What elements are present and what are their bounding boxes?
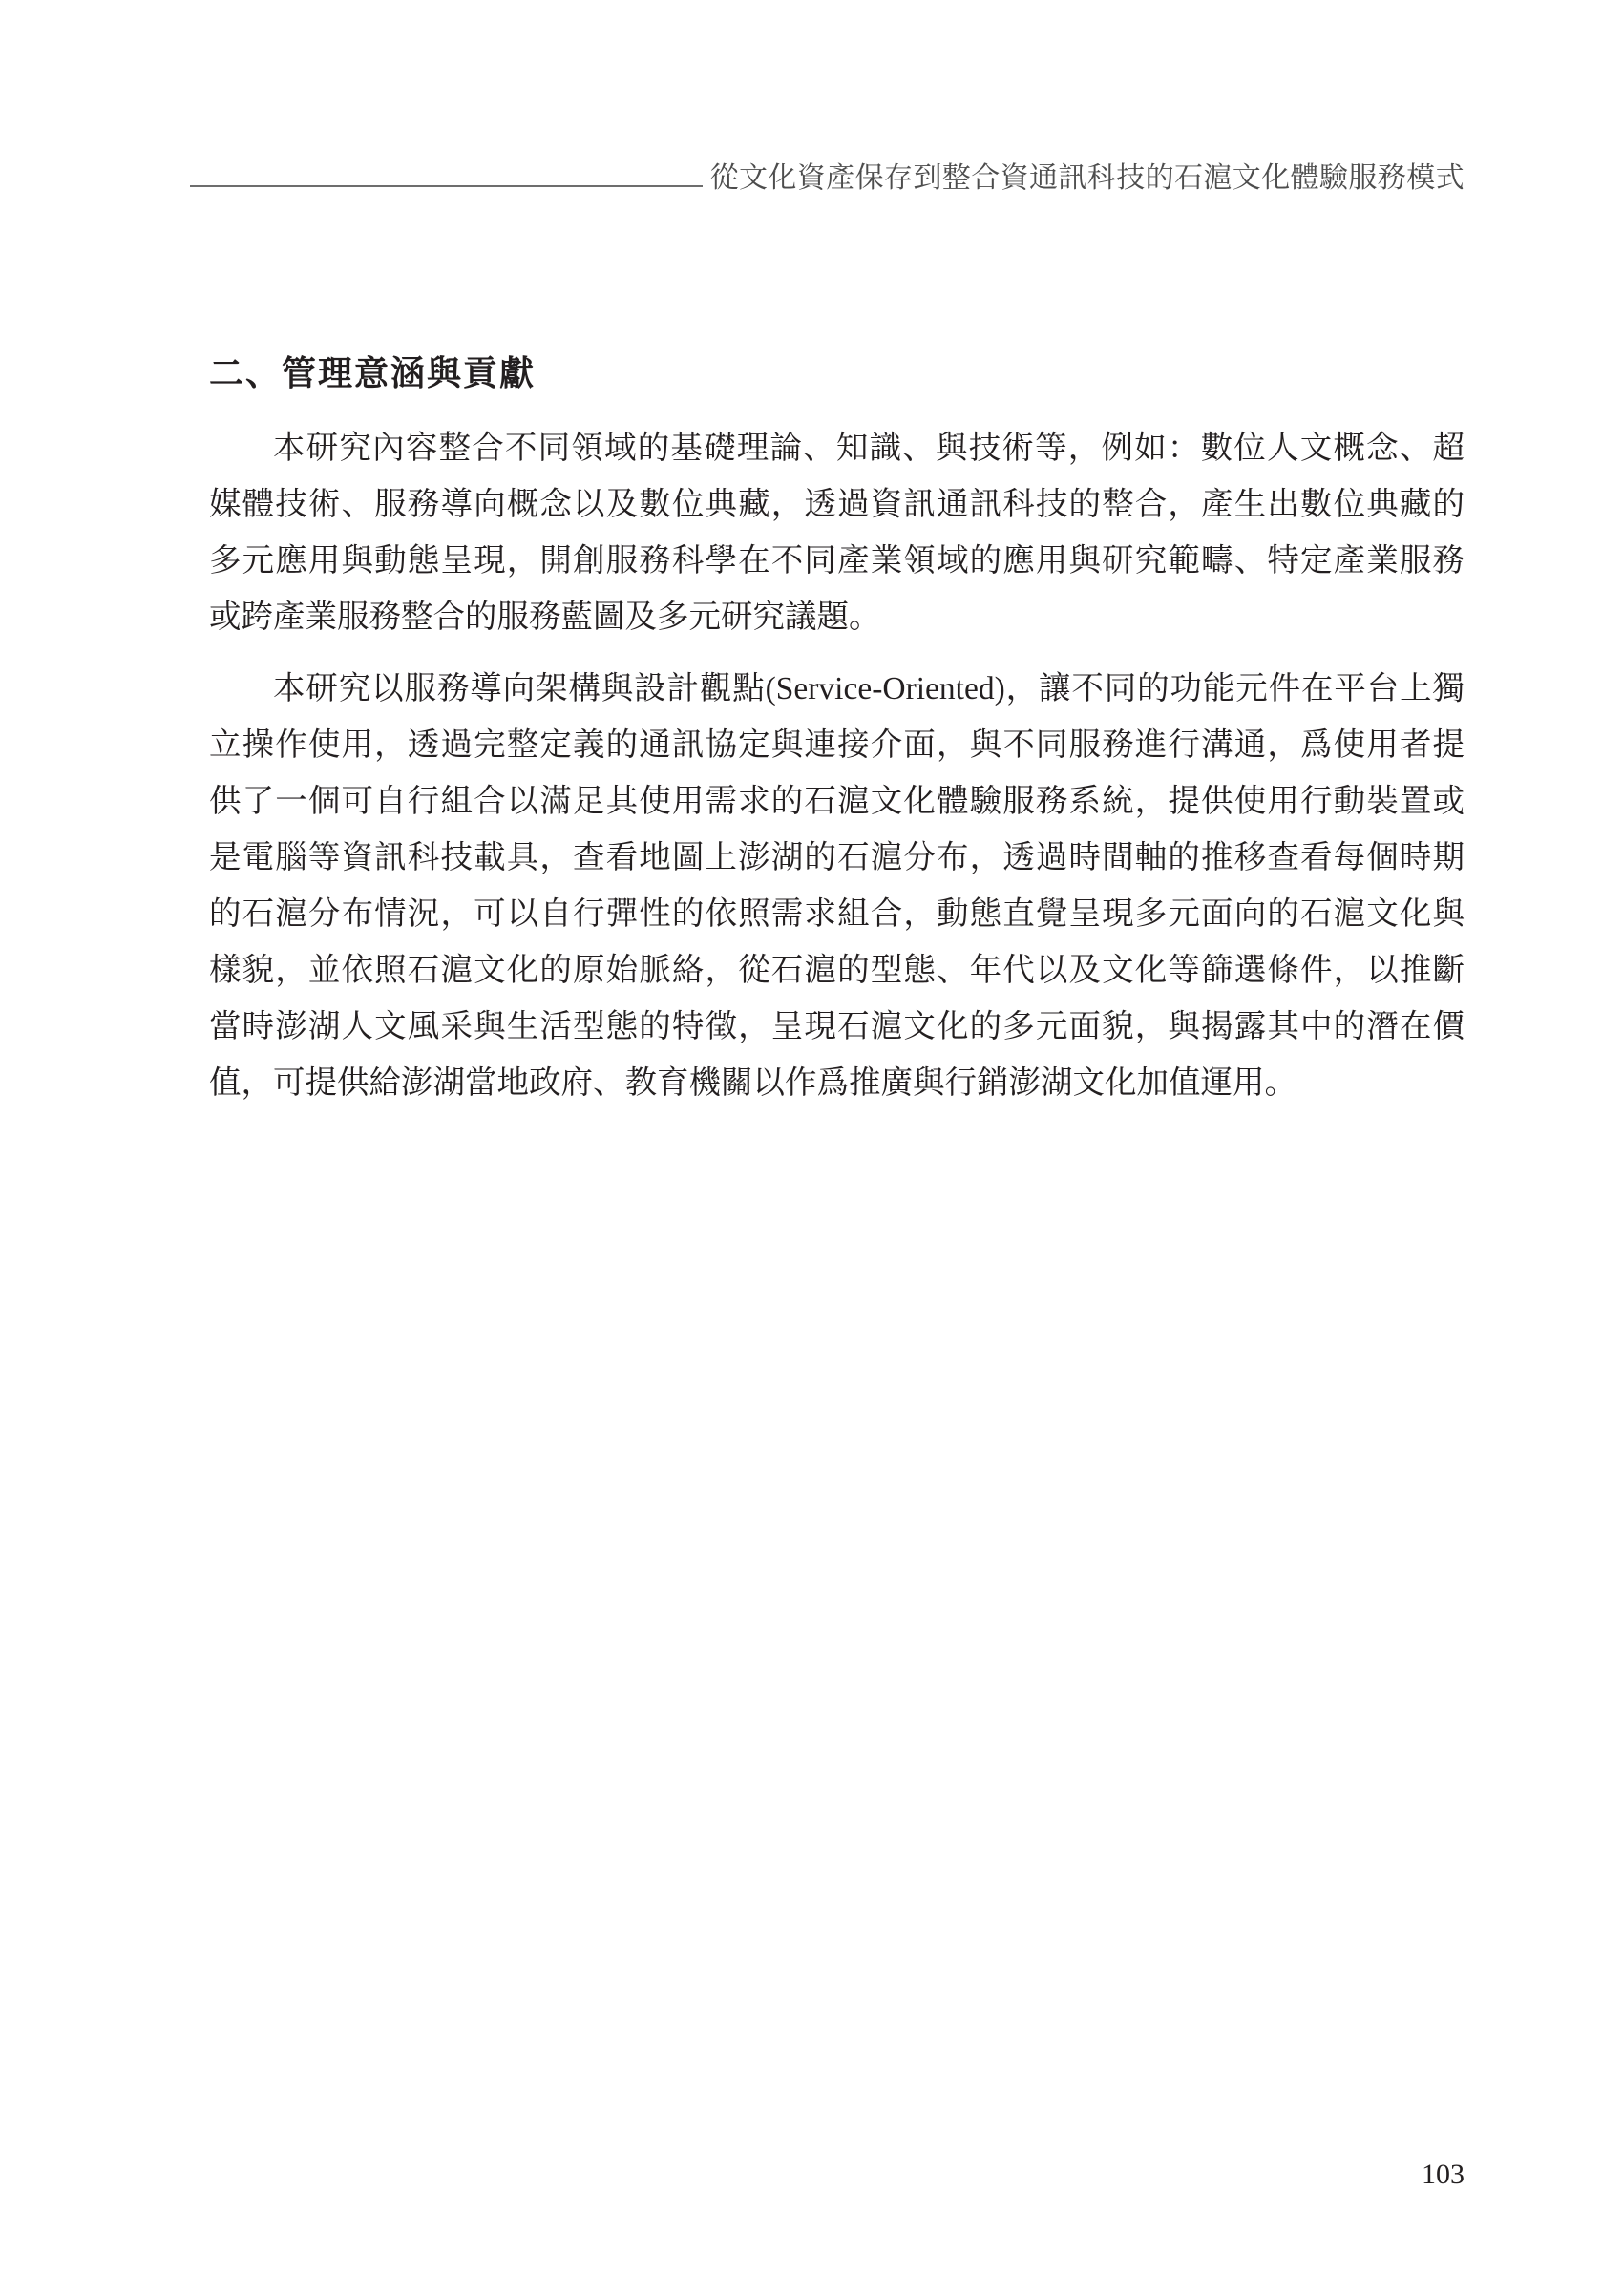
paragraph-line: 立操作使用，透過完整定義的通訊協定與連接介面，與不同服務進行溝通，爲使用者提: [209, 727, 1465, 763]
section-heading: 二、管理意涵與貢獻: [209, 354, 537, 392]
running-header-rule: [190, 185, 703, 187]
running-header-title: 從文化資產保存到整合資通訊科技的石滬文化體驗服務模式: [709, 161, 1465, 195]
paragraph-line: 是電腦等資訊科技載具，查看地圖上澎湖的石滬分布，透過時間軸的推移查看每個時期: [209, 840, 1465, 875]
paragraph-line: 當時澎湖人文風采與生活型態的特徵，呈現石滬文化的多元面貌，與揭露其中的潛在價: [209, 1009, 1465, 1044]
paragraph-line: 樣貌，並依照石滬文化的原始脈絡，從石滬的型態、年代以及文化等篩選條件，以推斷: [209, 953, 1465, 988]
paragraph-line: 多元應用與動態呈現，開創服務科學在不同產業領域的應用與研究範疇、特定產業服務: [209, 543, 1465, 579]
paragraph: [209, 420, 1465, 645]
paragraph-line: 本研究以服務導向架構與設計觀點(Service-Oriented)，讓不同的功能元件在平台上獨: [273, 671, 1465, 706]
page-number: 103: [1422, 2159, 1465, 2190]
paragraph-line: 本研究內容整合不同領域的基礎理論、知識、與技術等，例如：數位人文概念、超: [273, 431, 1465, 466]
paragraph-line: 的石滬分布情況，可以自行彈性的依照需求組合，動態直覺呈現多元面向的石滬文化與: [209, 896, 1465, 932]
paragraph-line: 或跨產業服務整合的服務藍圖及多元研究議題。: [209, 600, 881, 635]
paragraph-line: 供了一個可自行組合以滿足其使用需求的石滬文化體驗服務系統，提供使用行動裝置或: [209, 784, 1465, 819]
paragraph-line: 媒體技術、服務導向概念以及數位典藏，透過資訊通訊科技的整合，產生出數位典藏的: [209, 487, 1465, 522]
paragraph-line: 值，可提供給澎湖當地政府、教育機關以作爲推廣與行銷澎湖文化加值運用。: [209, 1065, 1296, 1101]
paragraph: [209, 661, 1465, 1111]
